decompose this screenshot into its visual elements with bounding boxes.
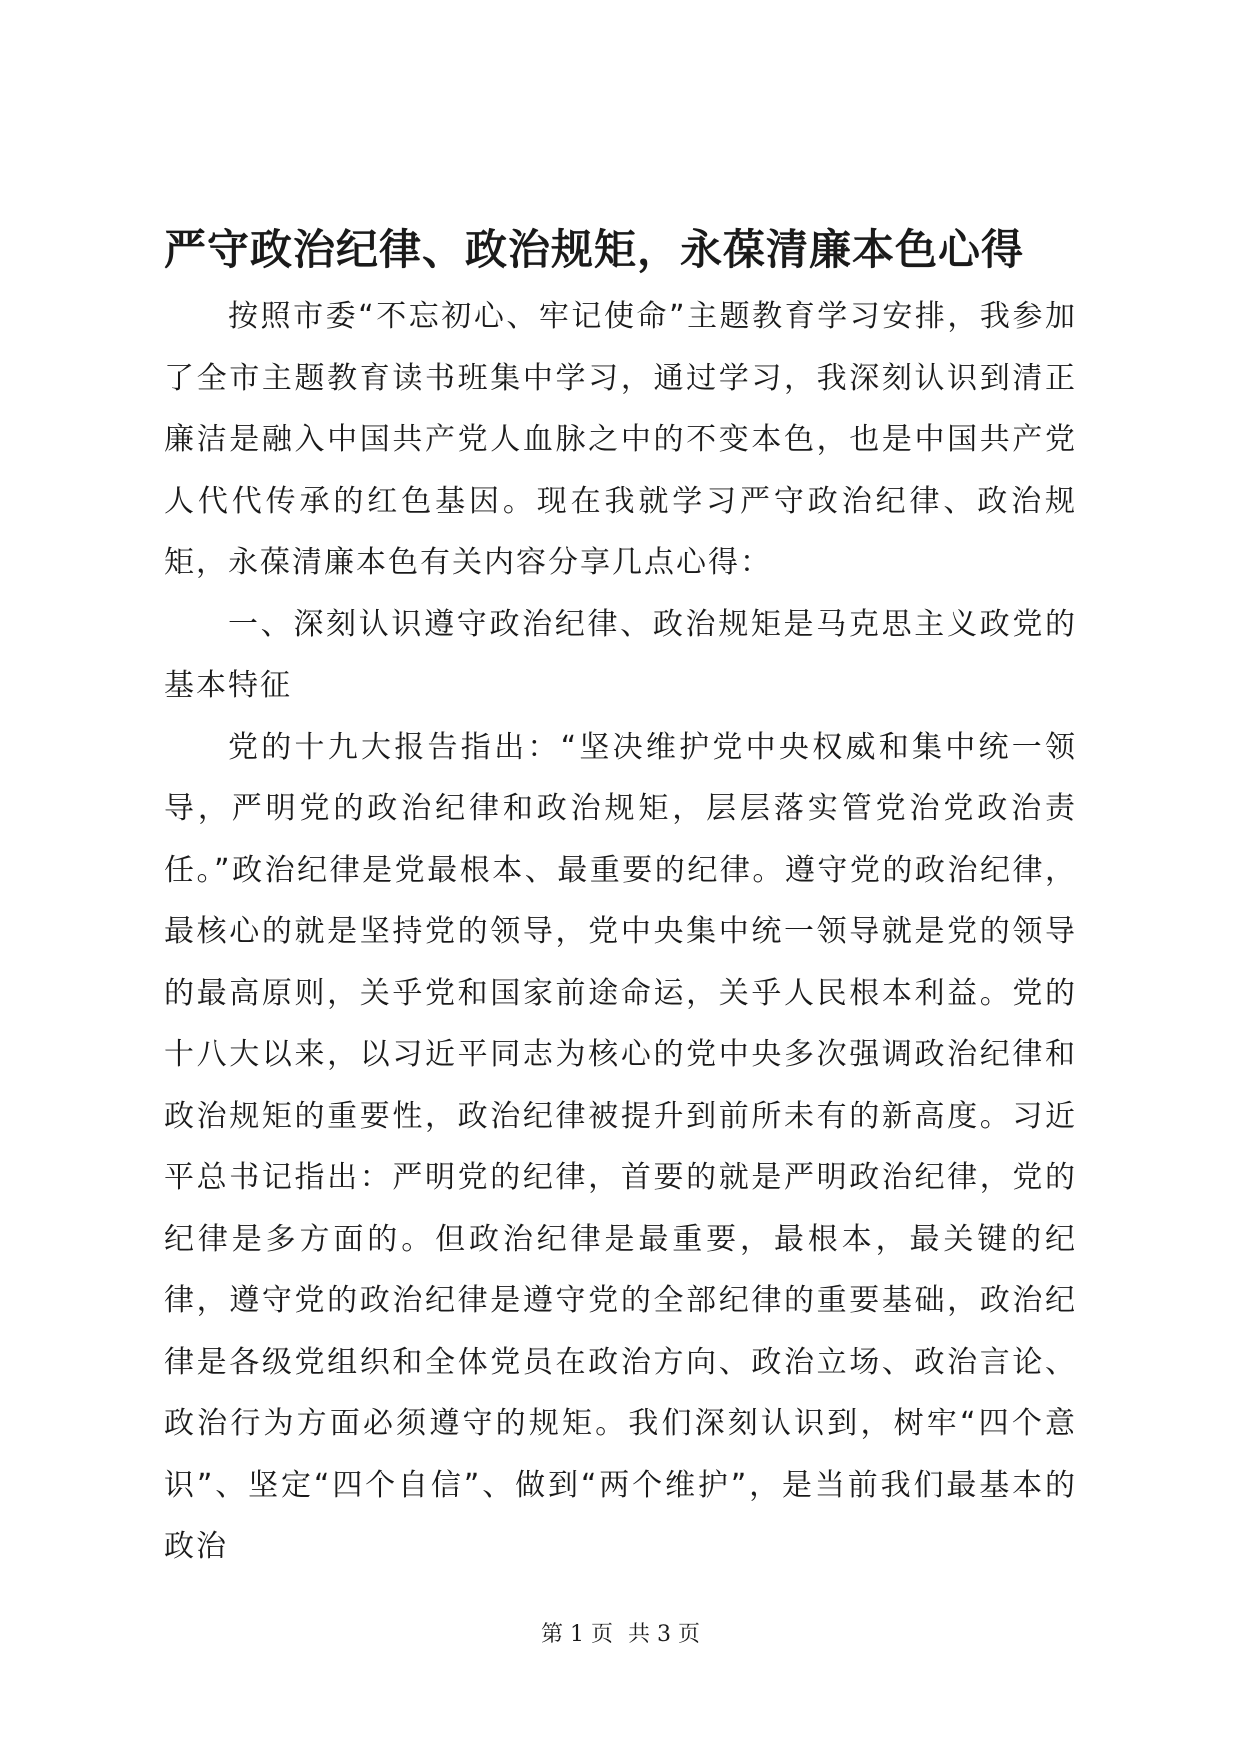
page-total: 共 3 页 (628, 1622, 700, 1647)
page-number: 第 1 页 (541, 1622, 613, 1647)
document-body (164, 286, 1077, 1578)
paragraph-section-heading: 一、深刻认识遵守政治纪律、政治规矩是马克思主义政党的基本特征 (164, 606, 1077, 703)
paragraph-intro: 按照市委“不忘初心、牢记使命”主题教育学习安排，我参加了全市主题教育读书班集中学习，通过学习，我深刻认识到清正廉洁是融入中国共产党人血脉之中的不变本色，也是中国共产党人代代传承的红色基因。现在我就学习严守政治纪律、政治规矩，永葆清廉本色有关内容分享几点心得： (164, 299, 1077, 580)
page-footer (0, 1620, 1241, 1650)
paragraph-body: 党的十九大报告指出：“坚决维护党中央权威和集中统一领导，严明党的政治纪律和政治规矩，层层落实管党治党政治责任。”政治纪律是党最根本、最重要的纪律。遵守党的政治纪律，最核心的就是坚持党的领导，党中央集中统一领导就是党的领导的最高原则，关乎党和国家前途命运，关乎人民根本利益。党的十八大以来，以习近平同志为核心的党中央多次强调政治纪律和政治规矩的重要性，政治纪律被提升到前所未有的新高度。习近平总书记指出：严明党的纪律，首要的就是严明政治纪律，党的纪律是多方面的。但政治纪律是最重要，最根本，最关键的纪律，遵守党的政治纪律是遵守党的全部纪律的重要基础，政治纪律是各级党组织和全体党员在政治方向、政治立场、政治言论、政治行为方面必须遵守的规矩。我们深刻认识到，树牢“四个意识”、坚定“四个自信”、做到“两个维护”，是当前我们最基本的政治 (164, 729, 1077, 1564)
document-title: 严守政治纪律、政治规矩，永葆清廉本色心得 (164, 225, 1025, 274)
